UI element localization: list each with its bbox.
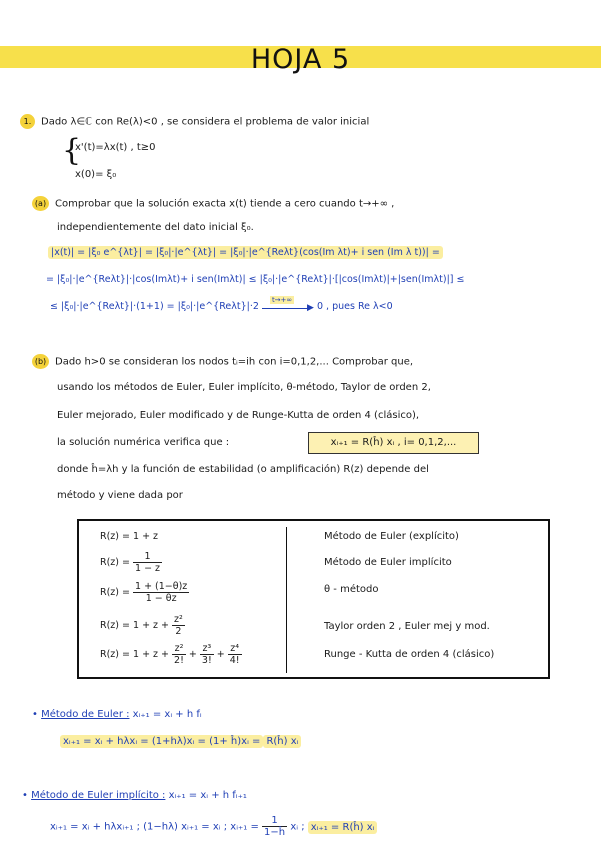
part-b-line-1: (b) Dado h>0 se consideran los nodos tᵢ=ih con i=0,1,2,... Comprobar que, bbox=[32, 354, 413, 369]
stability-function-table bbox=[77, 519, 550, 679]
euler-rule: xᵢ₊₁ = xᵢ + h fᵢ bbox=[132, 709, 202, 720]
table-divider bbox=[286, 527, 287, 673]
table-row-formula: R(z) = 1 + z + $\frac{\text{z²}}{2!}$ + $\frac{\text{z³}}{3!}$ + $\frac{\text{z⁴}}{4!}$ bbox=[100, 643, 240, 666]
part-a-statement-2: independientemente del dato inicial ξ₀. bbox=[57, 222, 254, 233]
initial-condition: x(0)= ξ₀ bbox=[75, 169, 117, 180]
recurrence-formula-box: xᵢ₊₁ = R(ĥ) xᵢ , i= 0,1,2,... bbox=[308, 432, 479, 454]
problem-number-badge: 1. bbox=[20, 114, 35, 129]
euler-implicit-heading-line: • Método de Euler implícito : xᵢ₊₁ = xᵢ + h fᵢ₊₁ bbox=[22, 790, 247, 801]
euler-derivation: xᵢ₊₁ = xᵢ + hλxᵢ = (1+hλ)xᵢ = (1+ ĥ)xᵢ = R(ĥ) xᵢ bbox=[60, 736, 301, 747]
limit-value: 0 bbox=[316, 301, 324, 312]
part-b-line-5: donde ĥ=λh y la función de estabilidad (o amplificación) R(z) depende del bbox=[57, 464, 429, 475]
system-brace: { bbox=[62, 133, 82, 168]
table-row-method: Taylor orden 2 , Euler mej y mod. bbox=[324, 621, 490, 632]
part-a-statement-1: (a) Comprobar que la solución exacta x(t) tiende a cero cuando t→+∞ , bbox=[32, 196, 394, 211]
problem-1-intro bbox=[20, 114, 369, 129]
limit-arrow: ▶ t→+∞ bbox=[262, 302, 314, 312]
part-a-equation-1: |x(t)| = |ξ₀ e^{λt}| = |ξ₀|·|e^{λt}| = |ξ₀|·|e^{Reλt}(cos(Im λt)+ i sen (Im λ t))| = bbox=[48, 247, 443, 258]
table-row-method: Método de Euler implícito bbox=[324, 557, 452, 568]
part-a-conclusion: , pues Re λ<0 bbox=[326, 301, 393, 312]
euler-implicit-result: xᵢ₊₁ = R(ĥ) xᵢ bbox=[308, 821, 378, 834]
table-row-formula: R(z) = $\frac{1 + (1-\theta)z}{1 - \theta z}$ bbox=[100, 581, 188, 604]
problem-1-statement: Dado λ∈ℂ con Re(λ)<0 , se considera el problema de valor inicial bbox=[41, 116, 370, 128]
part-b-line-2: usando los métodos de Euler, Euler implícito, θ-método, Taylor de orden 2, bbox=[57, 382, 431, 393]
table-row-formula: R(z) = 1 + z + $\frac{\text{z²}}{2}$ bbox=[100, 614, 183, 637]
table-row-formula: R(z) = 1 + z bbox=[100, 531, 159, 542]
euler-heading: Método de Euler : bbox=[41, 709, 130, 720]
part-b-line-4: la solución numérica verifica que : bbox=[57, 437, 230, 448]
table-row-formula: R(z) = $\frac{1}{1 - z}$ bbox=[100, 551, 161, 574]
euler-result: R(ĥ) xᵢ bbox=[263, 735, 301, 748]
limit-arrow-label: t→+∞ bbox=[271, 295, 293, 304]
part-a-equation-2: = |ξ₀|·|e^{Reλt}|·|cos(Imλt)+ i sen(Imλt)| ≤ |ξ₀|·|e^{Reλt}|·[|cos(Imλt)|+|sen(Imλt)|] ≤ bbox=[46, 274, 465, 285]
part-b-line-3: Euler mejorado, Euler modificado y de Runge-Kutta de orden 4 (clásico), bbox=[57, 410, 420, 421]
table-row-method: Runge - Kutta de orden 4 (clásico) bbox=[324, 649, 495, 660]
euler-implicit-derivation: xᵢ₊₁ = xᵢ + hλxᵢ₊₁ ; (1−hλ) xᵢ₊₁ = xᵢ ; xᵢ₊₁ = $\frac{1}{1-ĥ}$ xᵢ ; xᵢ₊₁ = R(ĥ) xᵢ bbox=[50, 815, 377, 838]
ode-equation: x'(t)=λx(t) , t≥0 bbox=[75, 142, 156, 153]
part-b-badge: (b) bbox=[32, 354, 49, 369]
table-row-method: Método de Euler (explícito) bbox=[324, 531, 459, 542]
page-title: HOJA 5 bbox=[250, 44, 351, 75]
part-a-equation-3: ≤ |ξ₀|·|e^{Reλt}|·(1+1) = |ξ₀|·|e^{Reλt}|·2 ▶ t→+∞ 0 , pues Re λ<0 bbox=[50, 295, 393, 313]
table-row-method: θ - método bbox=[324, 584, 379, 595]
part-a-badge: (a) bbox=[32, 196, 49, 211]
euler-implicit-heading: Método de Euler implícito : bbox=[31, 790, 166, 801]
euler-implicit-rule: xᵢ₊₁ = xᵢ + h fᵢ₊₁ bbox=[168, 790, 247, 801]
euler-heading-line: • Método de Euler : xᵢ₊₁ = xᵢ + h fᵢ bbox=[32, 709, 202, 720]
part-b-line-6: método y viene dada por bbox=[57, 490, 183, 501]
